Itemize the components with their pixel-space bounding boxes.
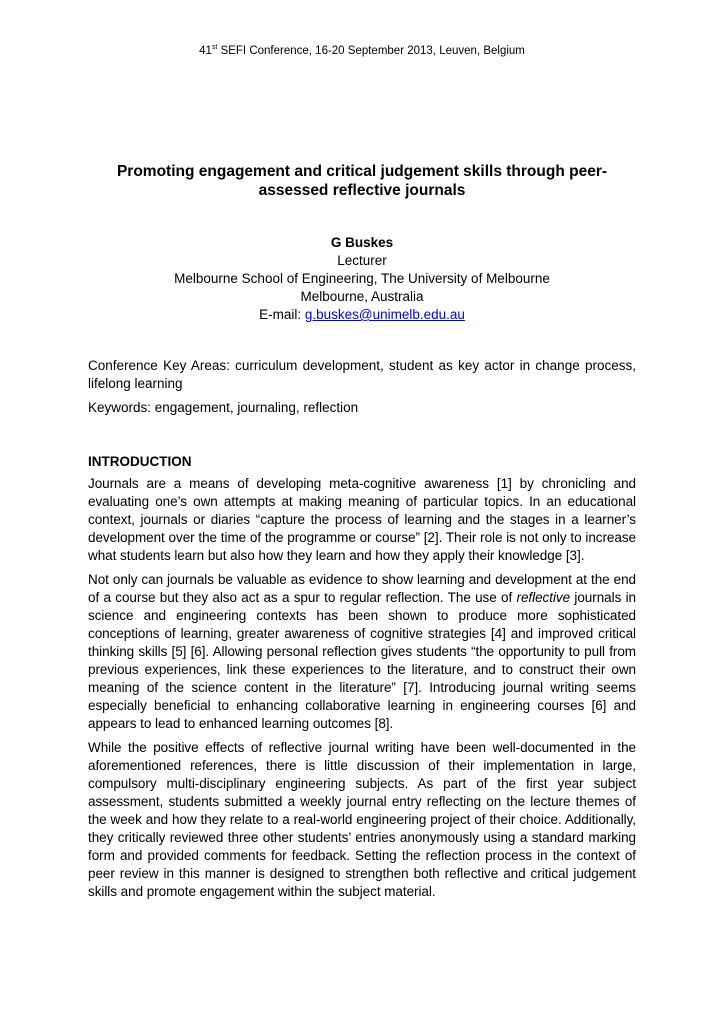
- running-header: [88, 44, 636, 58]
- conference-key-areas: Conference Key Areas: curriculum development, student as key actor in change process, lifelong learning: [88, 358, 636, 391]
- author-affiliation: Melbourne School of Engineering, The University of Melbourne: [174, 271, 550, 286]
- paragraph-2-text-end: journals in science and engineering contexts has been shown to produce more sophisticated conceptions of learning, greater awareness of cognitive strategies [4] and improved critical thinking skills [5] [6]. Allowing personal reflection gives students “the opportunity to pull from previous experiences, link these experiences to the literature, and to construct their own meaning of the science content in the literature” [7]. Introducing journal writing seems especially beneficial to enhancing collaborative learning in engineering courses [6] and appears to lead to enhanced learning outcomes [8].: [88, 590, 636, 731]
- author-email-line: [88, 306, 636, 324]
- author-name: G Buskes: [330, 235, 394, 250]
- conference-number-suffix: st: [211, 44, 218, 52]
- email-link[interactable]: g.buskes@unimelb.edu.au: [304, 307, 465, 322]
- introduction-paragraph-1: Journals are a means of developing meta-cognitive awareness [1] by chronicling and evaluating one’s own attempts at making meaning of particular topics. In an educational context, journals or diaries “capture the process of learning and the stages in a learner’s development over the time of the programme or course” [2]. Their role is not only to increase what students learn but also how they learn and how they apply their knowledge [3].: [88, 476, 636, 563]
- author-location: Melbourne, Australia: [300, 289, 424, 304]
- emphasis-reflective: reflective: [516, 590, 571, 605]
- introduction-paragraph-2: [88, 571, 636, 733]
- section-heading-introduction: INTRODUCTION: [88, 454, 192, 469]
- introduction-paragraph-3: While the positive effects of reflective journal writing have been well-documented in the aforementioned references, there is little discussion of their implementation in large, compulsory multi-disciplinary engineering subjects. As part of the first year subject assessment, students submitted a weekly journal entry reflecting on the lecture themes of the week and how they relate to a real-world engineering project of their choice. Additionally, they critically reviewed three other students’ entries anonymously using a standard marking form and provided comments for feedback. Setting the reflection process in the context of peer review in this manner is designed to strengthen both reflective and critical judgement skills and promote engagement within the subject material.: [88, 740, 636, 899]
- author-block: [88, 234, 636, 324]
- conference-details: SEFI Conference, 16-20 September 2013, Leuven, Belgium: [217, 45, 525, 57]
- paper-title: Promoting engagement and critical judgement skills through peer-assessed reflective journals: [116, 163, 608, 199]
- email-label: E-mail:: [259, 307, 305, 322]
- conference-number: 41: [199, 45, 212, 57]
- paragraph-2-text-start: Not only can journals be valuable as evidence to show learning and development at the end of a course but they also act as a spur to regular reflection. The use of: [88, 572, 636, 605]
- author-role: Lecturer: [337, 253, 387, 268]
- keywords: Keywords: engagement, journaling, reflection: [88, 400, 359, 415]
